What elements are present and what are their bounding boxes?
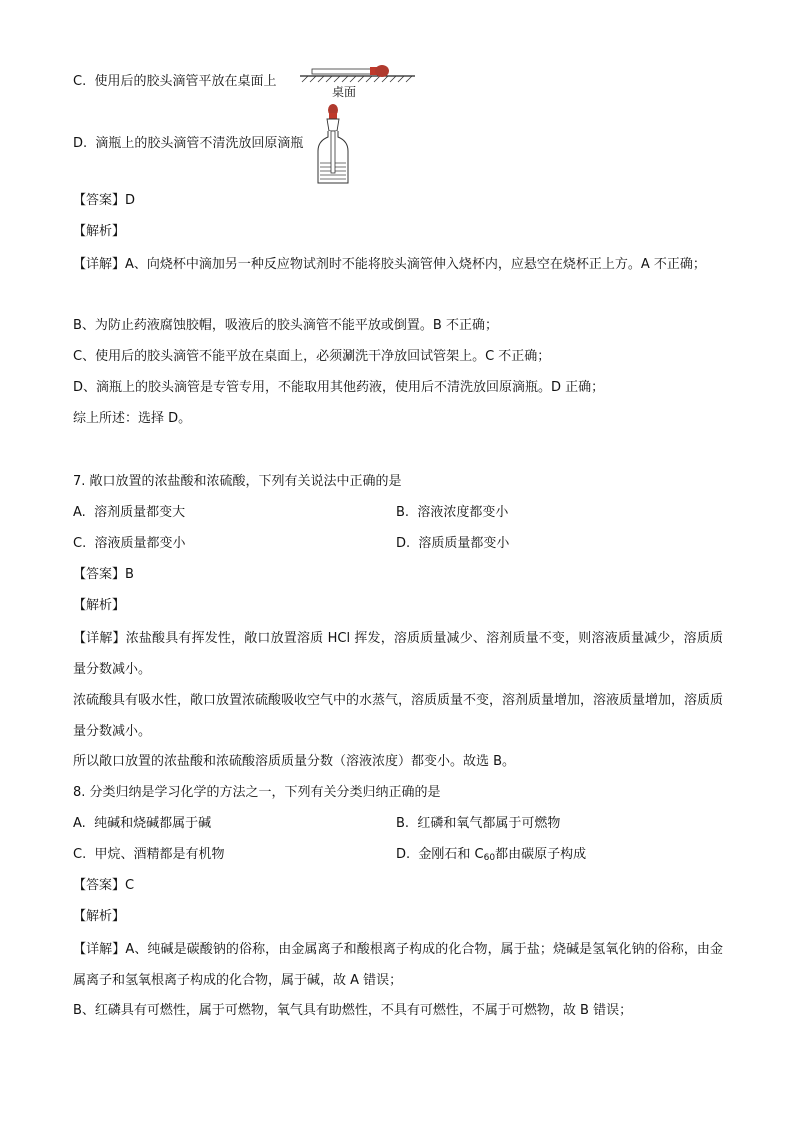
option-c-prev <box>73 72 277 92</box>
table-caption: 桌面 <box>332 85 357 99</box>
q8-detail-b: B、红磷具有可燃性，属于可燃物，氧气具有助燃性，不具有可燃性，不属于可燃物，故 B 错误； <box>73 1003 633 1018</box>
q7-detail-1: 【详解】浓盐酸具有挥发性，敞口放置溶质 HCl 挥发，溶质质量减少、溶剂质量不变，则溶液质量减少，溶质质量分数减小。 <box>73 631 723 677</box>
q6-detail-d: D、滴瓶上的胶头滴管是专管专用，不能取用其他药液，使用后不清洗放回原滴瓶。D 正确； <box>73 380 605 395</box>
q7-answer <box>73 565 134 585</box>
q6-analysis-label: 【解析】 <box>73 224 126 239</box>
option-text: 使用后的胶头滴管平放在桌面上 <box>94 74 277 89</box>
answer-value: D <box>125 193 136 208</box>
option-d-prev <box>73 134 303 154</box>
q6-detail-b: B、为防止药液腐蚀胶帽，吸液后的胶头滴管不能平放或倒置。B 不正确； <box>73 318 498 333</box>
answer-value: C <box>125 878 135 893</box>
detail-label: 【详解】 <box>73 942 126 957</box>
q8-option-b: B. 红磷和氧气都属于可燃物 <box>396 816 561 831</box>
q6-answer <box>73 191 135 211</box>
q6-detail-c: C、使用后的胶头滴管不能平放在桌面上，必须涮洗干净放回试管架上。C 不正确； <box>73 349 551 364</box>
q8-analysis-label: 【解析】 <box>73 909 126 924</box>
answer-label: 【答案】 <box>73 193 126 208</box>
q7-stem: 7. 敞口放置的浓盐酸和浓硫酸，下列有关说法中正确的是 <box>73 474 402 489</box>
q7-detail-2: 浓硫酸具有吸水性，敞口放置浓硫酸吸收空气中的水蒸气，溶质质量不变，溶剂质量增加，溶液质量增加，溶质质量分数减小。 <box>73 693 724 739</box>
q6-detail-a: 【详解】A、向烧杯中滴加另一种反应物试剂时不能将胶头滴管伸入烧杯内，应悬空在烧杯正上方。A 不正确； <box>73 257 706 272</box>
dropper-on-table-figure <box>290 62 420 102</box>
q7-option-b: B. 溶液浓度都变小 <box>396 505 509 520</box>
q8-option-a: A. 纯碱和烧碱都属于碱 <box>73 816 212 831</box>
answer-label: 【答案】 <box>73 878 126 893</box>
dropping-bottle-figure <box>316 103 356 185</box>
detail-label: 【详解】 <box>73 257 126 272</box>
q8-answer <box>73 876 134 896</box>
option-label: C. <box>73 74 87 89</box>
option-label: D. <box>73 136 88 151</box>
q6-summary: 综上所述：选择 D。 <box>73 411 192 426</box>
q7-option-d: D. 溶质质量都变小 <box>396 536 510 551</box>
q8-option-c: C. 甲烷、酒精都是有机物 <box>73 847 225 862</box>
q7-option-a: A. 溶剂质量都变大 <box>73 505 186 520</box>
detail-label: 【详解】 <box>73 631 126 646</box>
q8-detail-a: 【详解】A、纯碱是碳酸钠的俗称，由金属离子和酸根离子构成的化合物，属于盐；烧碱是氢氧化钠的俗称，由金属离子和氢氧根离子构成的化合物，属于碱，故 A 错误； <box>73 942 723 988</box>
q7-conclusion: 所以敞口放置的浓盐酸和浓硫酸溶质质量分数（溶液浓度）都变小。故选 B。 <box>73 754 516 769</box>
answer-value: B <box>125 567 134 582</box>
q8-option-d: D. 金刚石和 $C_{60}$都由碳原子构成 <box>396 847 587 863</box>
q7-option-c: C. 溶液质量都变小 <box>73 536 186 551</box>
q8-stem: 8. 分类归纳是学习化学的方法之一，下列有关分类归纳正确的是 <box>73 785 441 800</box>
q7-analysis-label: 【解析】 <box>73 598 126 613</box>
option-text: 滴瓶上的胶头滴管不清洗放回原滴瓶 <box>95 136 304 151</box>
answer-label: 【答案】 <box>73 567 126 582</box>
